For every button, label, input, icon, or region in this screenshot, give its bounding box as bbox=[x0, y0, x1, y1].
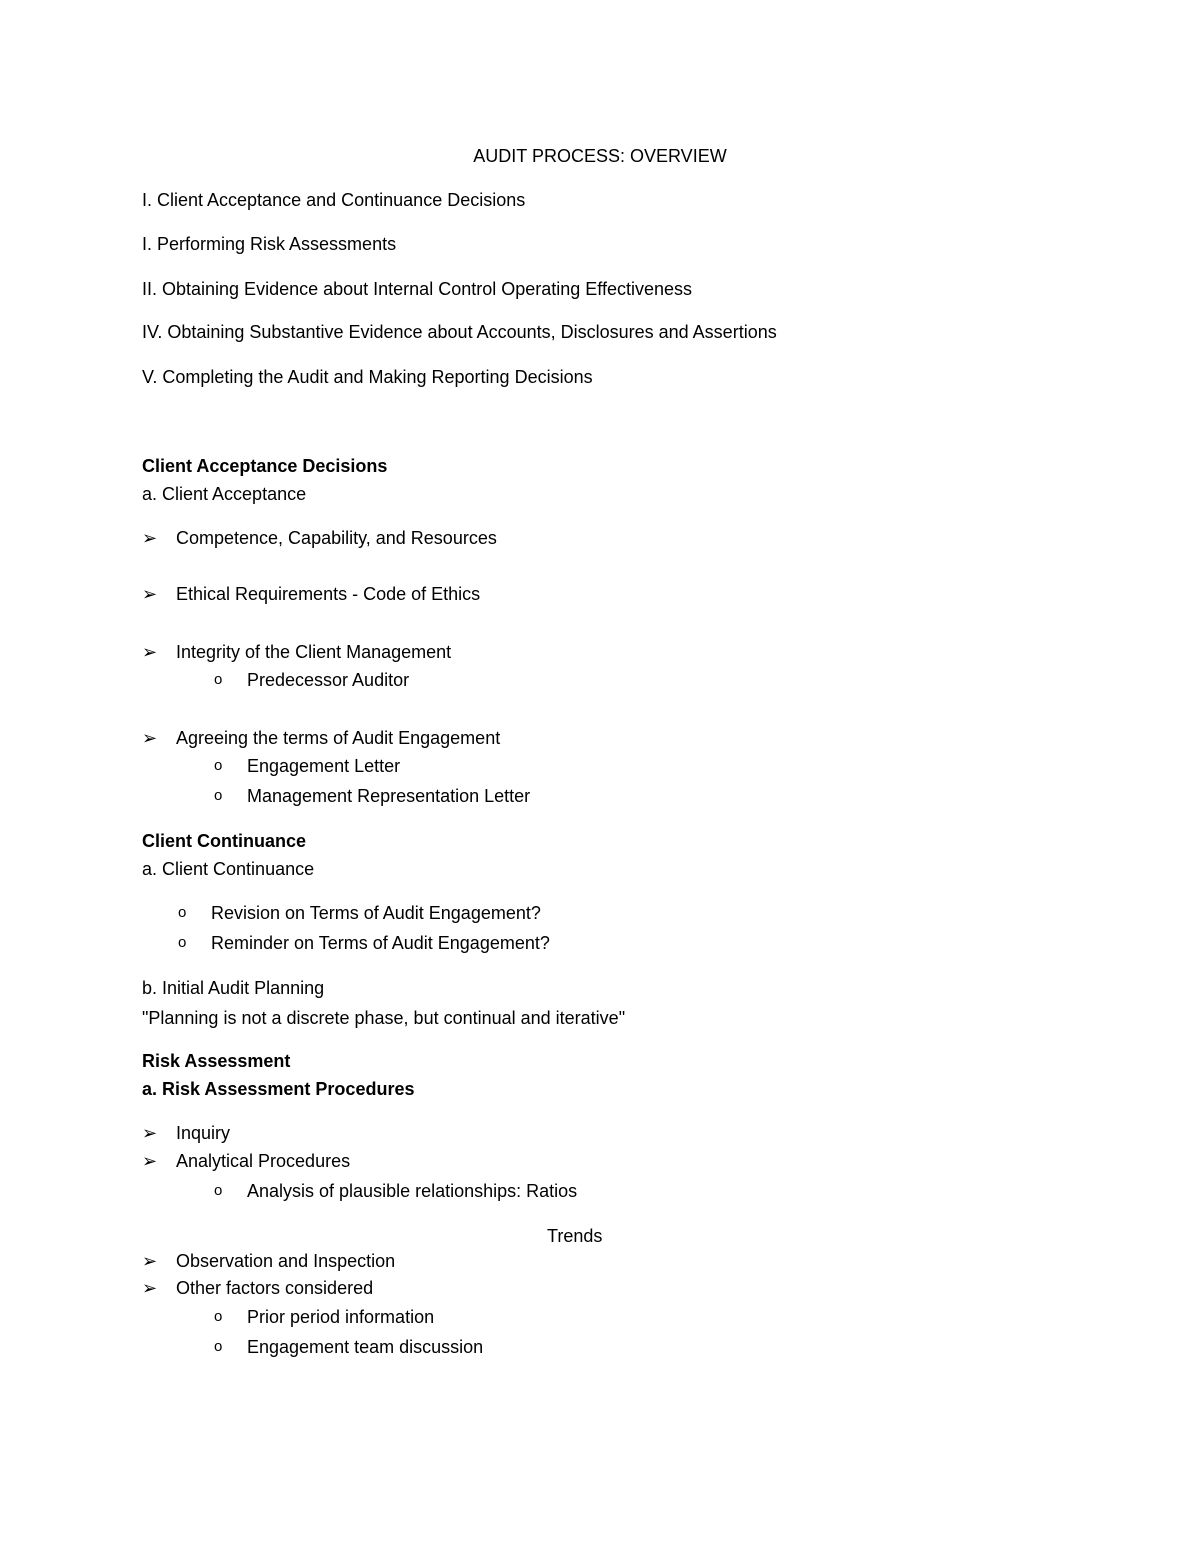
list-item: Analytical Procedures bbox=[176, 1151, 351, 1171]
circle-bullet-icon: o bbox=[214, 671, 223, 688]
page-title: AUDIT PROCESS: OVERVIEW bbox=[473, 146, 727, 166]
list-item: Inquiry bbox=[176, 1123, 231, 1143]
section-heading-risk: Risk Assessment bbox=[142, 1051, 291, 1071]
section-heading-acceptance: Client Acceptance Decisions bbox=[142, 456, 388, 476]
arrow-bullet-icon: ➢ bbox=[142, 1278, 158, 1298]
section-heading-continuance: Client Continuance bbox=[142, 831, 307, 851]
arrow-bullet-icon: ➢ bbox=[142, 584, 158, 604]
circle-bullet-icon: o bbox=[178, 904, 187, 921]
list-item: Observation and Inspection bbox=[176, 1251, 396, 1271]
sub-list-item: Engagement Letter bbox=[247, 756, 401, 776]
overview-item: I. Performing Risk Assessments bbox=[142, 234, 397, 254]
circle-bullet-icon: o bbox=[178, 934, 187, 951]
subheading-risk-procedures: a. Risk Assessment Procedures bbox=[142, 1079, 415, 1099]
sub-list-item: Management Representation Letter bbox=[247, 786, 531, 806]
overview-item: I. Client Acceptance and Continuance Decisions bbox=[142, 190, 526, 210]
sub-list-item: Prior period information bbox=[247, 1307, 435, 1327]
planning-quote: "Planning is not a discrete phase, but continual and iterative" bbox=[142, 1008, 626, 1028]
overview-item: II. Obtaining Evidence about Internal Control Operating Effectiveness bbox=[142, 279, 692, 299]
sub-list-item: Revision on Terms of Audit Engagement? bbox=[211, 903, 541, 923]
sub-list-item: Reminder on Terms of Audit Engagement? bbox=[211, 933, 550, 953]
circle-bullet-icon: o bbox=[214, 1182, 223, 1199]
sub-list-item: Analysis of plausible relationships: Ratios bbox=[247, 1181, 578, 1201]
arrow-bullet-icon: ➢ bbox=[142, 642, 158, 662]
sub-list-continuation: Trends bbox=[547, 1226, 603, 1246]
subheading-continuance: a. Client Continuance bbox=[142, 859, 315, 879]
circle-bullet-icon: o bbox=[214, 1308, 223, 1325]
list-item: Other factors considered bbox=[176, 1278, 374, 1298]
arrow-bullet-icon: ➢ bbox=[142, 1251, 158, 1271]
subheading-planning: b. Initial Audit Planning bbox=[142, 978, 325, 998]
arrow-bullet-icon: ➢ bbox=[142, 1151, 158, 1171]
subheading-acceptance: a. Client Acceptance bbox=[142, 484, 307, 504]
sub-list-item: Engagement team discussion bbox=[247, 1337, 484, 1357]
sub-list-item: Predecessor Auditor bbox=[247, 670, 410, 690]
circle-bullet-icon: o bbox=[214, 787, 223, 804]
arrow-bullet-icon: ➢ bbox=[142, 528, 158, 548]
list-item: Competence, Capability, and Resources bbox=[176, 528, 497, 548]
circle-bullet-icon: o bbox=[214, 1338, 223, 1355]
circle-bullet-icon: o bbox=[214, 757, 223, 774]
arrow-bullet-icon: ➢ bbox=[142, 1123, 158, 1143]
list-item: Agreeing the terms of Audit Engagement bbox=[176, 728, 501, 748]
list-item: Integrity of the Client Management bbox=[176, 642, 452, 662]
overview-item: IV. Obtaining Substantive Evidence about Accounts, Disclosures and Assertions bbox=[142, 322, 777, 342]
list-item: Ethical Requirements - Code of Ethics bbox=[176, 584, 481, 604]
arrow-bullet-icon: ➢ bbox=[142, 728, 158, 748]
overview-item: V. Completing the Audit and Making Reporting Decisions bbox=[142, 367, 593, 387]
